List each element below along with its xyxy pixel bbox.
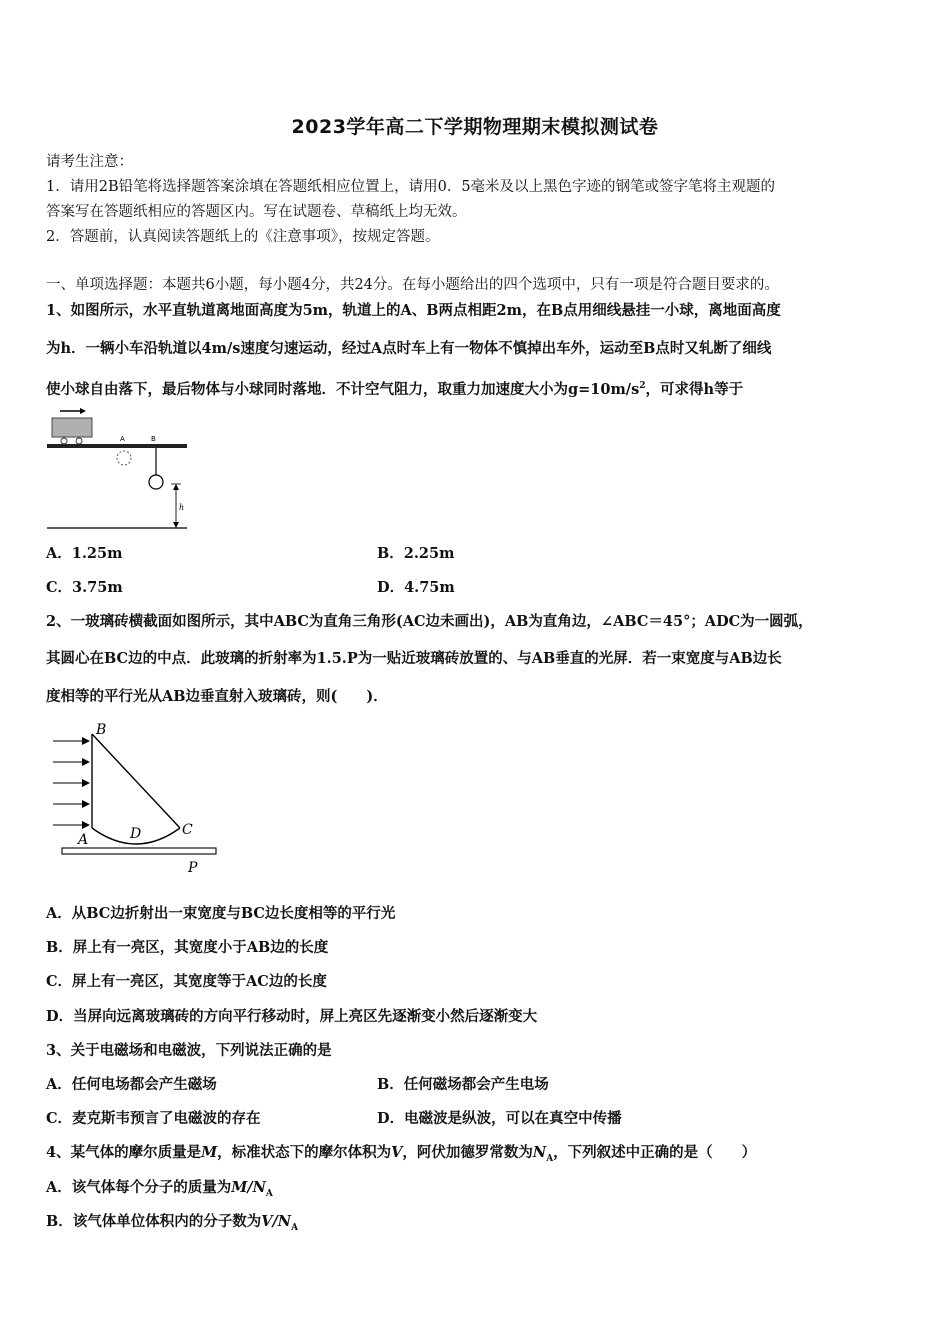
notice-item-2: 2．答题前，认真阅读答题纸上的《注意事项》，按规定答题。 — [46, 229, 440, 245]
q1-option-d[interactable]: D．4.75m — [377, 579, 455, 596]
q3-stem: 3、关于电磁场和电磁波，下列说法正确的是 — [46, 1042, 332, 1059]
q1-stem-line-3: 使小球自由落下，最后物体与小球同时落地．不计空气阻力，取重力加速度大小为$g=10m/s^2$，可求得h等于 — [46, 380, 744, 398]
hanging-ball — [149, 475, 163, 489]
ray-arrowheads — [82, 737, 90, 829]
q2-option-b[interactable]: B．屏上有一亮区，其宽度小于AB边的长度 — [46, 939, 329, 956]
screen-p-label: P — [188, 860, 198, 876]
track — [47, 444, 187, 448]
edge-bc — [92, 734, 180, 828]
vertex-a-label: A — [78, 832, 89, 848]
notice-item-1-line-2: 答案写在答题纸相应的答题区内。写在试题卷、草稿纸上均无效。 — [46, 204, 467, 220]
q2-option-c[interactable]: C．屏上有一亮区，其宽度等于AC边的长度 — [46, 973, 327, 990]
cart-body — [52, 418, 92, 437]
q1-stem-line-1: 1、如图所示，水平直轨道离地面高度为5m，轨道上的A、B两点相距2m，在B点用细线悬挂一小球，离地面高度 — [46, 302, 781, 319]
q1-stem-line-2: 为h．一辆小车沿轨道以4m/s速度匀速运动，经过A点时车上有一物体不慎掉出车外，运动至B点时又轧断了细线 — [46, 340, 772, 357]
q1-option-c[interactable]: C．3.75m — [46, 579, 123, 596]
q4-stem: 4、某气体的摩尔质量是M，标准状态下的摩尔体积为V，阿伏加德罗常数为$N_A$，下列叙述中正确的是（ ） — [46, 1144, 757, 1164]
q2-option-a[interactable]: A．从BC边折射出一束宽度与BC边长度相等的平行光 — [46, 905, 396, 922]
q2-stem-line-3: 度相等的平行光从AB边垂直射入玻璃砖，则( )． — [46, 688, 388, 705]
height-label: h — [179, 503, 185, 512]
motion-arrowhead — [80, 408, 86, 414]
notice-item-1-line-1: 1．请用2B铅笔将选择题答案涂填在答题纸相应位置上，请用0．5毫米及以上黑色字迹的钢笔或签字笔将主观题的 — [46, 179, 776, 195]
q3-option-a[interactable]: A．任何电场都会产生磁场 — [46, 1076, 217, 1093]
section-heading: 一、单项选择题：本题共6小题，每小题4分，共24分。在每小题给出的四个选项中，只有一项是符合题目要求的。 — [46, 277, 779, 293]
point-a-label: A — [120, 435, 125, 443]
q2-option-d[interactable]: D．当屏向远离玻璃砖的方向平行移动时，屏上亮区先逐渐变小然后逐渐变大 — [46, 1008, 538, 1025]
light-screen — [62, 848, 216, 854]
height-arrow-top — [173, 484, 179, 490]
cart-wheel-left — [61, 438, 67, 444]
q4-option-b[interactable]: B．该气体单位体积内的分子数为$V/N_A$ — [46, 1213, 299, 1233]
q2-stem-line-1: 2、一玻璃砖横截面如图所示，其中ABC为直角三角形(AC边未画出)，AB为直角边，∠ABC＝45°；ADC为一圆弧， — [46, 613, 813, 630]
point-b-label: B — [151, 435, 156, 443]
q3-option-c[interactable]: C．麦克斯韦预言了电磁波的存在 — [46, 1110, 261, 1127]
q1-option-b[interactable]: B．2.25m — [377, 545, 455, 562]
vertex-b-label: B — [96, 722, 107, 738]
notice-heading: 请考生注意： — [46, 154, 133, 170]
cart-wheel-right — [76, 438, 82, 444]
falling-object-dashed — [117, 451, 131, 465]
q2-stem-line-2: 其圆心在BC边的中点．此玻璃的折射率为1.5.P为一贴近玻璃砖放置的、与AB垂直的光屏．若一束宽度与AB边长 — [46, 650, 782, 667]
q4-option-a[interactable]: A．该气体每个分子的质量为$M/N_A$ — [46, 1179, 273, 1199]
q3-option-b[interactable]: B．任何磁场都会产生电场 — [377, 1076, 549, 1093]
point-d-label: D — [130, 826, 142, 842]
q3-option-d[interactable]: D．电磁波是纵波，可以在真空中传播 — [377, 1110, 622, 1127]
q2-figure — [48, 720, 223, 880]
q1-option-a[interactable]: A．1.25m — [46, 545, 123, 562]
q1-figure — [44, 404, 194, 534]
page-title: 2023学年高二下学期物理期末模拟测试卷 — [291, 116, 659, 138]
height-arrow-bottom — [173, 522, 179, 528]
vertex-c-label: C — [182, 822, 193, 838]
